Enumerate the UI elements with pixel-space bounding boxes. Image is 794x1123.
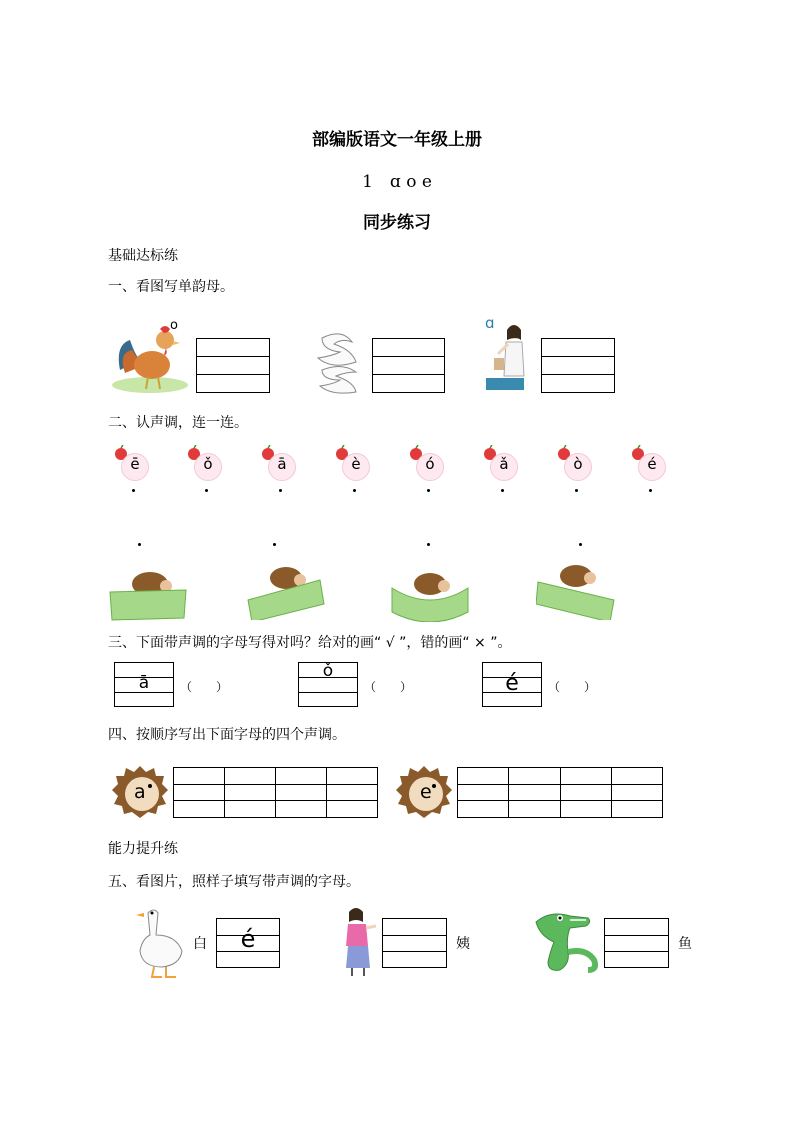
page-subtitle: 同步练习: [363, 213, 431, 233]
answer-box-swan[interactable]: [372, 338, 445, 393]
tone-check-box: [114, 662, 174, 707]
tone-check-box: [298, 662, 358, 707]
connect-dot[interactable]: [205, 489, 208, 492]
girl-tag: ɑ: [485, 314, 495, 332]
lesson-title: 1 ɑ o e: [362, 172, 432, 192]
question-2: 二、认声调，连一连。: [108, 415, 248, 431]
char-label: 白: [193, 936, 207, 952]
example-letter: é: [240, 925, 256, 953]
rooster-tag: o: [170, 318, 178, 333]
connect-dot[interactable]: [427, 543, 430, 546]
goose-illustration: [132, 905, 188, 979]
char-label: 鱼: [678, 936, 692, 952]
question-1: 一、看图写单韵母。: [108, 279, 234, 295]
answer-box-girl[interactable]: [541, 338, 615, 393]
tone-writing-grid[interactable]: [173, 767, 378, 818]
tone-item: [338, 445, 374, 481]
answer-paren[interactable]: （ ）: [180, 680, 229, 694]
question-3: 三、下面带声调的字母写得对吗？给对的画“ √ ”，错的画“ × ”。: [108, 635, 512, 651]
hedgehog-letter: e: [420, 781, 432, 803]
hedgehog-rising-tone: [246, 560, 326, 620]
fill-box[interactable]: [216, 918, 280, 968]
answer-paren[interactable]: （ ）: [548, 680, 597, 694]
swan-illustration: [312, 330, 366, 396]
tone-letter: ā: [277, 455, 287, 473]
rooster-illustration: [110, 315, 190, 395]
tone-item: [190, 445, 226, 481]
tone-letter: ǎ: [499, 455, 509, 473]
check-letter: ǒ: [322, 661, 334, 681]
check-letter: ā: [138, 673, 150, 693]
connect-dot[interactable]: [575, 489, 578, 492]
connect-dot[interactable]: [279, 489, 282, 492]
tone-letter: ē: [130, 455, 140, 473]
crocodile-illustration: [530, 908, 602, 976]
connect-dot[interactable]: [501, 489, 504, 492]
tone-letter: é: [647, 455, 657, 473]
tone-item: [486, 445, 522, 481]
connect-dot[interactable]: [132, 489, 135, 492]
connect-dot[interactable]: [353, 489, 356, 492]
connect-dot[interactable]: [138, 543, 141, 546]
char-label: 姨: [456, 936, 470, 952]
tone-writing-grid[interactable]: [457, 767, 663, 818]
tone-letter: ò: [573, 455, 583, 473]
connect-dot[interactable]: [649, 489, 652, 492]
section-basic: 基础达标练: [108, 248, 178, 264]
check-letter: é: [505, 671, 519, 696]
question-5: 五、看图片，照样子填写带声调的字母。: [108, 874, 360, 890]
connect-dot[interactable]: [579, 543, 582, 546]
tone-item: [412, 445, 448, 481]
answer-paren[interactable]: （ ）: [364, 680, 413, 694]
tone-item: [264, 445, 300, 481]
connect-dot[interactable]: [427, 489, 430, 492]
tone-letter: ǒ: [203, 455, 213, 473]
hedgehog-letter: a: [134, 781, 146, 803]
hedgehog-dip-tone: [390, 562, 470, 622]
fill-box[interactable]: [604, 918, 669, 968]
fill-box[interactable]: [382, 918, 447, 968]
page-title: 部编版语文一年级上册: [312, 130, 482, 150]
question-4: 四、按顺序写出下面字母的四个声调。: [108, 727, 346, 743]
answer-box-rooster[interactable]: [196, 338, 270, 393]
hedgehog-falling-tone: [536, 560, 616, 620]
tone-item: [117, 445, 153, 481]
hedgehog-flat-tone: [108, 562, 188, 622]
tone-item: [634, 445, 670, 481]
tone-check-box: [482, 662, 542, 707]
tone-item: [560, 445, 596, 481]
section-advanced: 能力提升练: [108, 841, 178, 857]
tone-letter: ó: [425, 455, 435, 473]
aunt-illustration: [338, 906, 380, 978]
tone-letter: è: [351, 455, 361, 473]
connect-dot[interactable]: [273, 543, 276, 546]
